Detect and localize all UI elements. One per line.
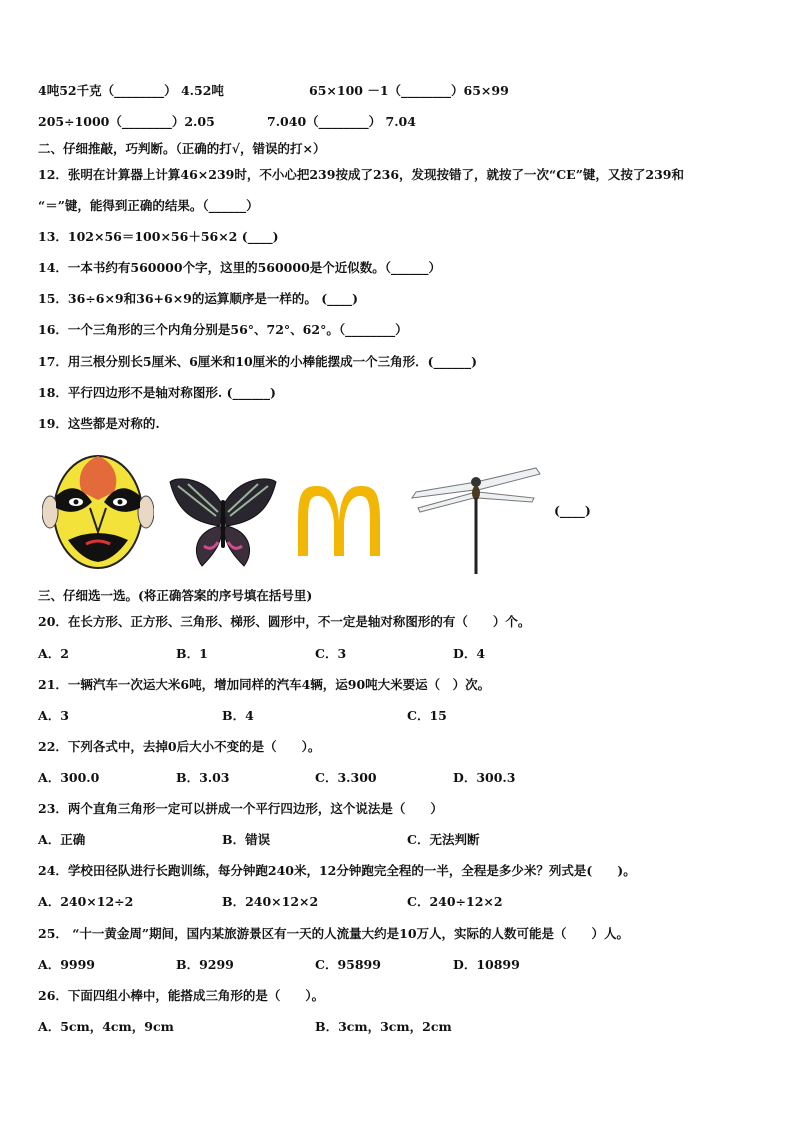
q22-option-c[interactable]: C．3.300 xyxy=(315,770,377,785)
question-17: 17．用三根分别长5厘米、6厘米和10厘米的小棒能摆成一个三角形．(______) xyxy=(38,354,478,369)
q25-option-c[interactable]: C．95899 xyxy=(315,957,381,972)
q26-option-a[interactable]: A．5cm，4cm，9cm xyxy=(38,1019,174,1034)
q21-option-b[interactable]: B．4 xyxy=(222,708,254,723)
question-19: 19．这些都是对称的. xyxy=(38,416,160,431)
question-14: 14．一本书约有560000个字，这里的560000是个近似数。（______） xyxy=(38,260,442,275)
compare-2b: 7.040（________） 7.04 xyxy=(267,114,416,129)
question-21: 21．一辆汽车一次运大米6吨，增加同样的汽车4辆，运90吨大米要运（ ）次。 xyxy=(38,677,491,692)
q24-option-b[interactable]: B．240×12×2 xyxy=(222,894,319,909)
question-15: 15．36÷6×9和36+6×9的运算顺序是一样的。 (____) xyxy=(38,291,359,306)
mcdonalds-logo-image xyxy=(294,482,384,558)
dragonfly-image xyxy=(410,460,542,576)
question-16: 16．一个三角形的三个内角分别是56°、72°、62°。（________） xyxy=(38,322,408,337)
q23-option-a[interactable]: A．正确 xyxy=(38,832,86,847)
question-23: 23．两个直角三角形一定可以拼成一个平行四边形，这个说法是（ ） xyxy=(38,801,443,816)
q20-option-d[interactable]: D．4 xyxy=(453,646,486,661)
q25-option-d[interactable]: D．10899 xyxy=(453,957,520,972)
q21-option-c[interactable]: C．15 xyxy=(407,708,447,723)
question-18: 18．平行四边形不是轴对称图形. (______) xyxy=(38,385,276,400)
question-19-blank[interactable]: (____) xyxy=(554,503,591,518)
q25-option-b[interactable]: B．9299 xyxy=(176,957,234,972)
section-2-title: 二、仔细推敲，巧判断。（正确的打√，错误的打×） xyxy=(38,141,326,156)
section-3-title: 三、仔细选一选。(将正确答案的序号填在括号里) xyxy=(38,588,313,603)
question-24: 24．学校田径队进行长跑训练，每分钟跑240米，12分钟跑完全程的一半，全程是多少米？列式是( )。 xyxy=(38,863,636,878)
q22-option-b[interactable]: B．3.03 xyxy=(176,770,230,785)
q23-option-b[interactable]: B．错误 xyxy=(222,832,271,847)
question-22: 22．下列各式中，去掉0后大小不变的是（ ）。 xyxy=(38,739,321,754)
q20-option-a[interactable]: A．2 xyxy=(38,646,69,661)
q25-option-a[interactable]: A．9999 xyxy=(38,957,95,972)
q26-option-b[interactable]: B．3cm，3cm，2cm xyxy=(315,1019,452,1034)
q20-option-c[interactable]: C．3 xyxy=(315,646,347,661)
opera-mask-image xyxy=(42,448,154,572)
compare-1a: 4吨52千克（________） 4.52吨 xyxy=(38,83,224,98)
question-20: 20．在长方形、正方形、三角形、梯形、圆形中，不一定是轴对称图形的有（ ）个。 xyxy=(38,614,531,629)
compare-1b: 65×100 －1（________）65×99 xyxy=(309,83,509,98)
q24-option-c[interactable]: C．240÷12×2 xyxy=(407,894,503,909)
question-12-line1: 12．张明在计算器上计算46×239时，不小心把239按成了236，发现按错了，就按了一次“CE”键，又按了239和 xyxy=(38,167,684,182)
q23-option-c[interactable]: C．无法判断 xyxy=(407,832,480,847)
question-12-line2: “＝”键，能得到正确的结果。（______） xyxy=(38,198,259,213)
butterfly-image xyxy=(168,476,278,568)
q20-option-b[interactable]: B．1 xyxy=(176,646,208,661)
compare-2a: 205÷1000（________）2.05 xyxy=(38,114,215,129)
q22-option-a[interactable]: A．300.0 xyxy=(38,770,100,785)
q22-option-d[interactable]: D．300.3 xyxy=(453,770,516,785)
question-25: 25． “十一黄金周”期间，国内某旅游景区有一天的人流量大约是10万人，实际的人数可能是（ ）人。 xyxy=(38,926,630,941)
q21-option-a[interactable]: A．3 xyxy=(38,708,69,723)
question-13: 13．102×56＝100×56＋56×2 (____) xyxy=(38,229,279,244)
question-26: 26．下面四组小棒中，能搭成三角形的是（ ）。 xyxy=(38,988,325,1003)
q24-option-a[interactable]: A．240×12÷2 xyxy=(38,894,134,909)
